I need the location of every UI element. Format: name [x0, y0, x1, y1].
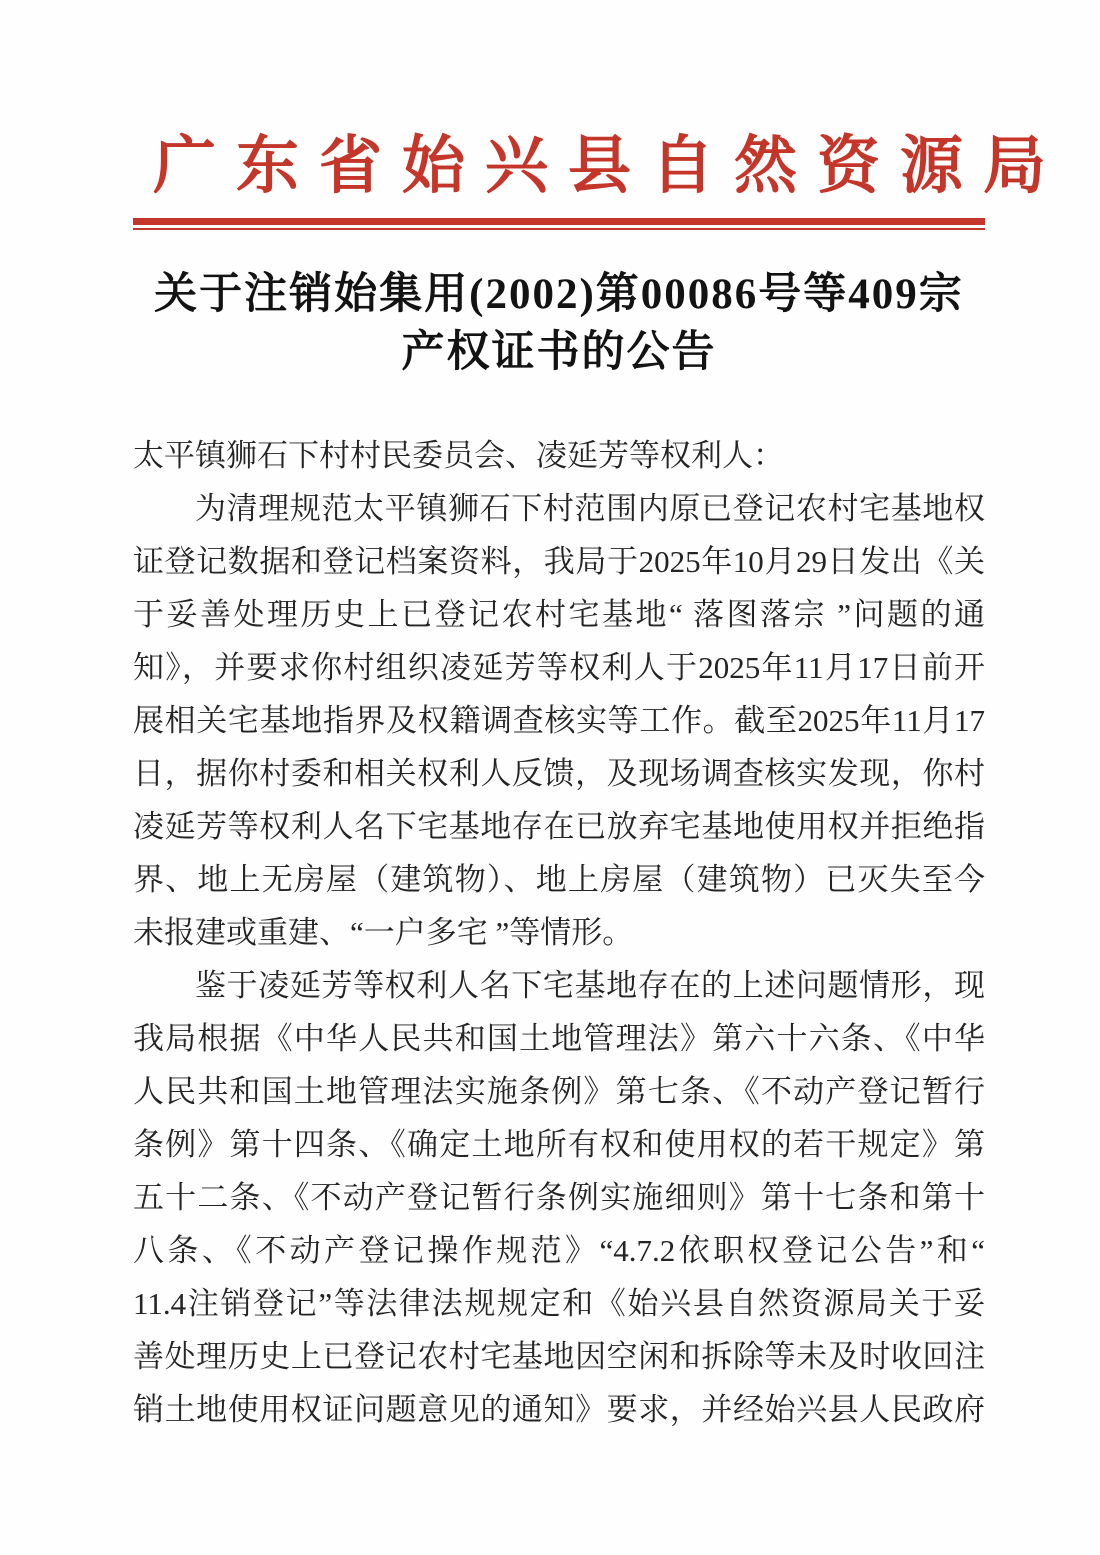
agency-letterhead-title: 广东省始兴县自然资源局 — [153, 131, 1066, 201]
body-line: 日，据你村委和相关权利人反馈，及现场调查核实发现，你村 — [133, 756, 985, 791]
body-line: 凌延芳等权利人名下宅基地存在已放弃宅基地使用权并拒绝指 — [133, 809, 985, 844]
page-content — [133, 0, 1066, 1436]
body-line: 人民共和国土地管理法实施条例》第七条、《不动产登记暂行 — [133, 1074, 985, 1109]
body-line: 八条、《不动产登记操作规范》“4.7.2依职权登记公告”和“ — [133, 1233, 985, 1268]
letterhead-rule — [133, 218, 985, 230]
notice-title-line-1: 关于注销始集用(2002)第00086号等409宗 — [154, 271, 964, 318]
letterhead-rule-thin-line — [133, 228, 985, 230]
salutation-line: 太平镇狮石下村村民委员会、凌延芳等权利人： — [133, 438, 784, 473]
body-line: 知》，并要求你村组织凌延芳等权利人于2025年11月17日前开 — [133, 650, 985, 685]
body-line: 五十二条、《不动产登记暂行条例实施细则》第十七条和第十 — [133, 1180, 985, 1215]
body-line: 我局根据《中华人民共和国土地管理法》第六十六条、《中华 — [133, 1021, 985, 1056]
letterhead-rule-thick-line — [133, 218, 985, 225]
body-line: 展相关宅基地指界及权籍调查核实等工作。截至2025年11月17 — [133, 703, 985, 738]
body-line: 于妥善处理历史上已登记农村宅基地“ 落图落宗 ”问题的通 — [133, 597, 985, 632]
body-line: 11.4注销登记”等法律法规规定和《始兴县自然资源局关于妥 — [133, 1286, 985, 1321]
notice-body — [133, 429, 985, 1436]
body-line: 界、地上无房屋（建筑物）、地上房屋（建筑物）已灭失至今 — [133, 862, 985, 897]
notice-title — [133, 266, 985, 382]
body-line: 鉴于凌延芳等权利人名下宅基地存在的上述问题情形，现 — [195, 968, 985, 1003]
body-line: 证登记数据和登记档案资料，我局于2025年10月29日发出《关 — [133, 544, 985, 579]
body-line: 条例》第十四条、《确定土地所有权和使用权的若干规定》第 — [133, 1127, 985, 1162]
notice-title-line-2: 产权证书的公告 — [401, 329, 717, 376]
body-line: 善处理历史上已登记农村宅基地因空闲和拆除等未及时收回注 — [133, 1339, 985, 1374]
body-line: 销土地使用权证问题意见的通知》要求，并经始兴县人民政府 — [133, 1392, 985, 1427]
body-line: 未报建或重建、“一户多宅 ”等情形。 — [133, 915, 634, 950]
body-line: 为清理规范太平镇狮石下村范围内原已登记农村宅基地权 — [195, 491, 985, 526]
